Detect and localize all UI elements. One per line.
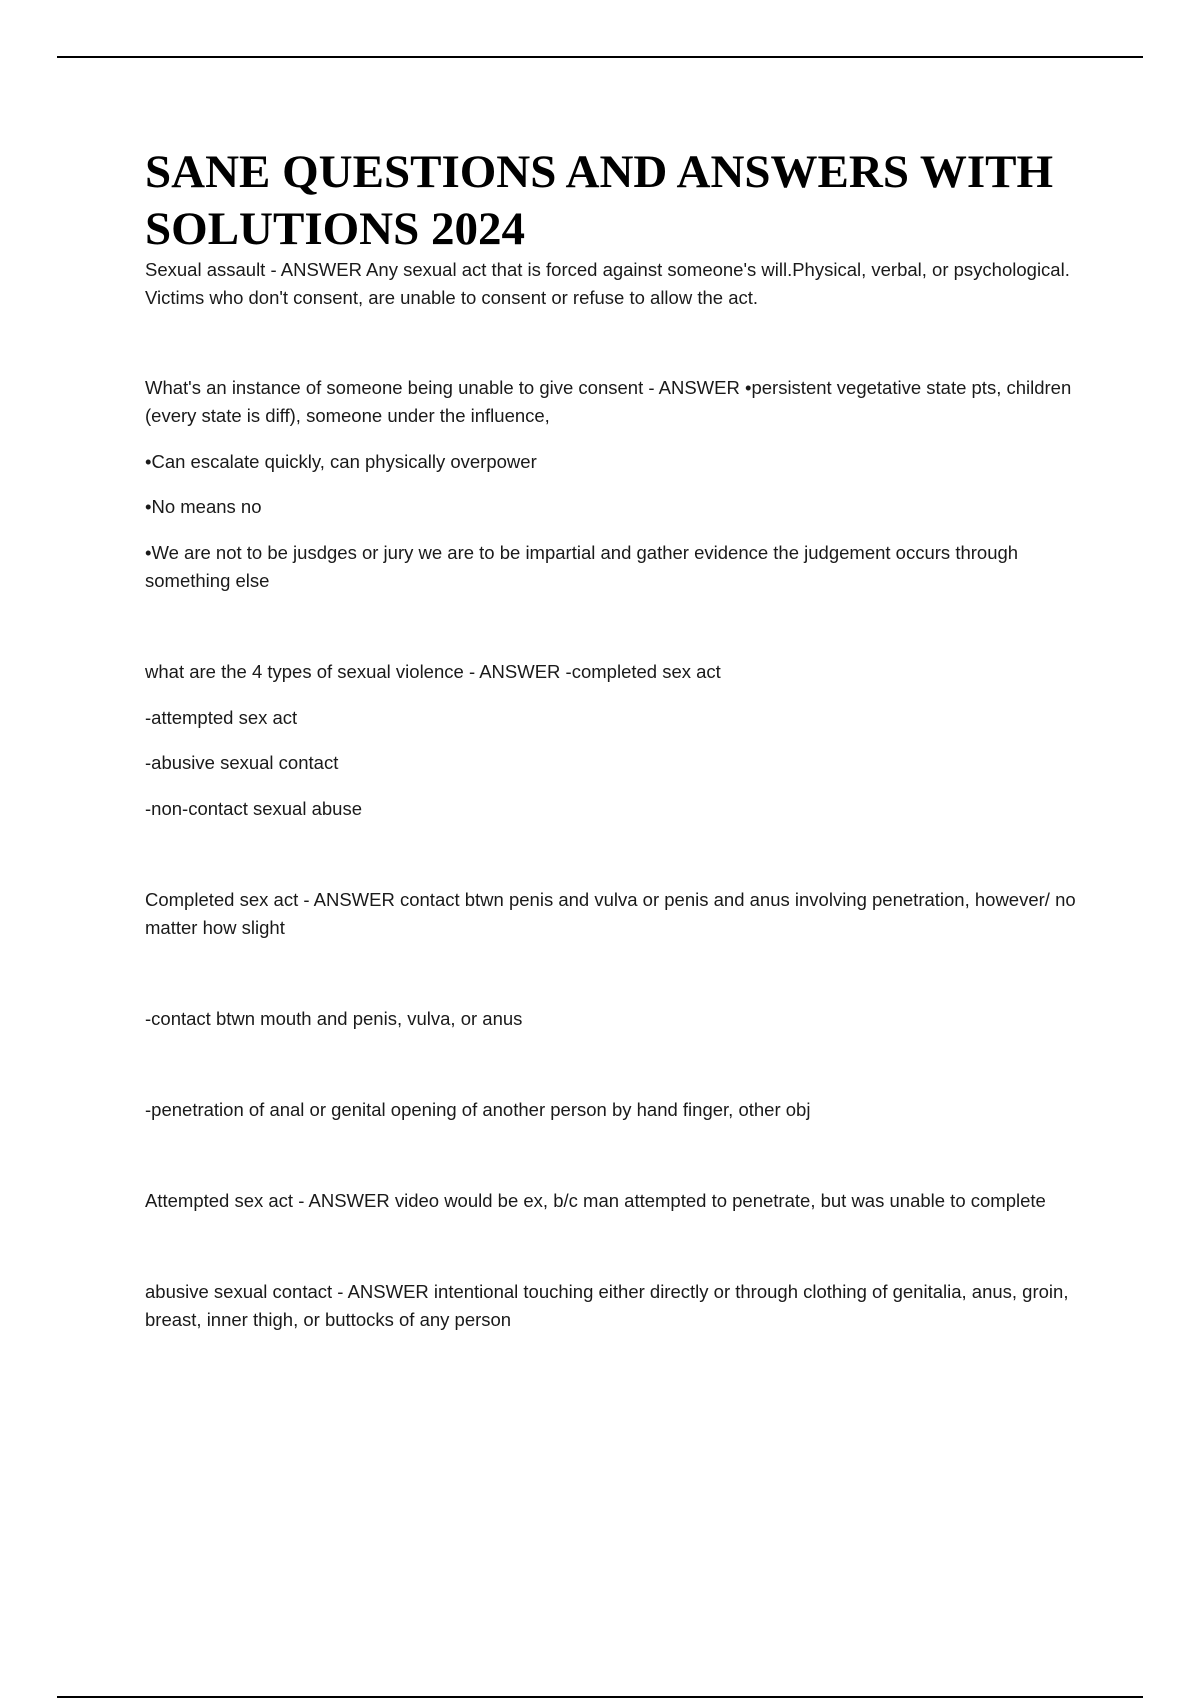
- bottom-divider: [57, 1696, 1143, 1698]
- type-non-contact: -non-contact sexual abuse: [145, 798, 362, 819]
- completed-penetration: -penetration of anal or genital opening of another person by hand finger, other obj: [145, 1099, 811, 1120]
- qa-four-types: what are the 4 types of sexual violence - ANSWER -completed sex act: [145, 661, 721, 682]
- type-abusive-contact: -abusive sexual contact: [145, 752, 339, 773]
- qa-completed-sex-act: Completed sex act - ANSWER contact btwn penis and vulva or penis and anus involving penetration, however/ no matter how slight: [145, 889, 1076, 938]
- top-divider: [57, 56, 1143, 58]
- qa-abusive-sexual-contact: abusive sexual contact - ANSWER intentional touching either directly or through clothing of genitalia, anus, groin, breast, inner thigh, or buttocks of any person: [145, 1281, 1069, 1330]
- document-body: [145, 256, 1085, 1334]
- bullet-no-means-no: •No means no: [145, 496, 262, 517]
- completed-mouth-contact: -contact btwn mouth and penis, vulva, or anus: [145, 1008, 523, 1029]
- bullet-escalate: •Can escalate quickly, can physically overpower: [145, 451, 537, 472]
- bullet-not-judges: •We are not to be jusdges or jury we are to be impartial and gather evidence the judgement occurs through something else: [145, 542, 1019, 591]
- qa-sexual-assault: Sexual assault - ANSWER Any sexual act that is forced against someone's will.Physical, verbal, or psychological. Victims who don't consent, are unable to consent or refuse to allow the act.: [145, 259, 1070, 308]
- qa-attempted-sex-act: Attempted sex act - ANSWER video would be ex, b/c man attempted to penetrate, but was unable to complete: [145, 1190, 1046, 1211]
- type-attempted: -attempted sex act: [145, 707, 298, 728]
- qa-unable-to-consent: What's an instance of someone being unable to give consent - ANSWER •persistent vegetative state pts, children (every state is diff), someone under the influence,: [145, 377, 1072, 426]
- document-title: SANE QUESTIONS AND ANSWERS WITH SOLUTIONS 2024: [145, 146, 1054, 255]
